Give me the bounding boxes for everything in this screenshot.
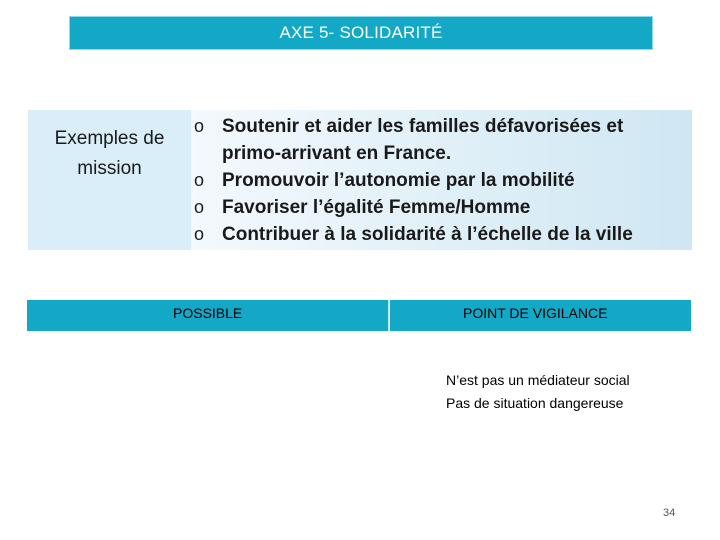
mission-label-line1: Exemples de [54,128,165,149]
circle-bullet-icon: o [194,197,205,217]
mission-item-text: Favoriser l’égalité Femme/Homme [222,197,531,218]
mission-label [55,124,165,184]
vigilance-header-label: POINT DE VIGILANCE [463,305,608,321]
vigilance-note: N’est pas un médiateur social [446,372,630,388]
vigilance-column-header [390,300,691,331]
list-item [191,221,672,248]
vigilance-notes [446,369,630,415]
possible-column-header [27,300,389,331]
mission-item-text: Contribuer à la solidarité à l’échelle de la ville [222,224,633,245]
mission-label-box [28,110,191,250]
circle-bullet-icon: o [194,224,205,244]
list-item [191,167,672,194]
possible-header-label: POSSIBLE [173,305,243,321]
vigilance-note: Pas de situation dangereuse [446,395,624,411]
circle-bullet-icon: o [194,170,205,190]
mission-list [191,113,672,248]
list-item [191,113,672,167]
mission-item-text: Soutenir et aider les familles défavorisées et primo-arrivant en France. [222,116,624,164]
slide-title-bar [69,16,653,50]
mission-label-line2: mission [77,158,142,179]
mission-list-box [191,110,692,250]
slide-title: AXE 5- SOLIDARITÉ [279,23,443,42]
mission-item-text: Promouvoir l’autonomie par la mobilité [222,170,575,191]
circle-bullet-icon: o [194,116,205,136]
list-item [191,194,672,221]
page-number: 34 [663,507,676,519]
